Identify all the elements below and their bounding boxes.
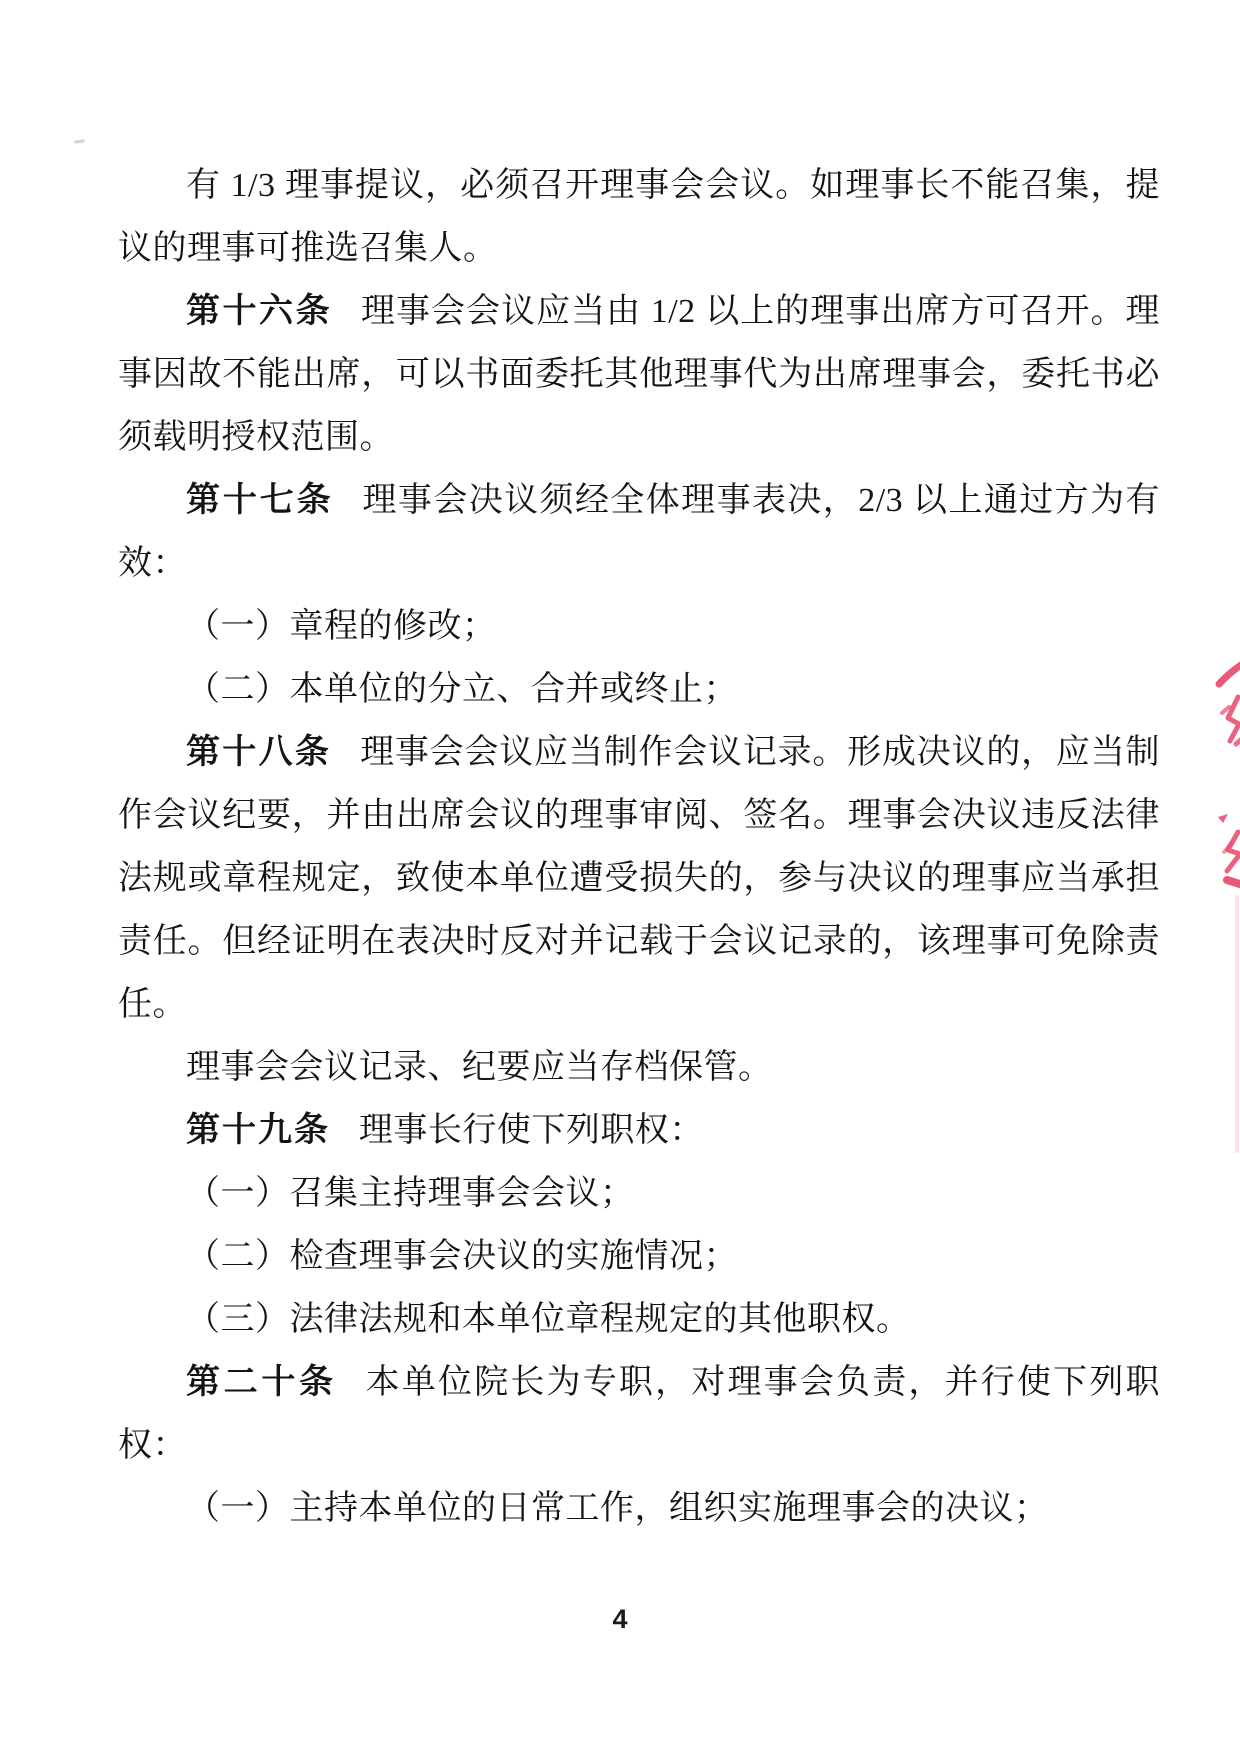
article-number: 第十九条	[186, 1112, 330, 1149]
line-text: 权：	[118, 1427, 187, 1464]
text-line	[118, 1162, 1160, 1225]
line-text: （二）本单位的分立、合并或终止；	[186, 671, 738, 708]
line-text: 法规或章程规定，致使本单位遭受损失的，参与决议的理事应当承担	[118, 860, 1160, 897]
text-line	[118, 1477, 1160, 1540]
text-line	[118, 217, 1160, 280]
line-text: 议的理事可推选召集人。	[118, 230, 498, 267]
article-number: 第十六条	[186, 293, 333, 330]
text-line	[118, 1225, 1160, 1288]
line-text: （一）章程的修改；	[186, 608, 497, 645]
text-line	[118, 532, 1160, 595]
line-text: 事因故不能出席，可以书面委托其他理事代为出席理事会，委托书必	[118, 356, 1160, 393]
text-line	[118, 1414, 1160, 1477]
article-number: 第十七条	[186, 482, 334, 519]
text-line	[118, 910, 1160, 973]
line-text: （一）主持本单位的日常工作，组织实施理事会的决议；	[186, 1490, 1049, 1527]
text-line	[118, 658, 1160, 721]
line-text: 有 1/3 理事提议，必须召开理事会会议。如理事长不能召集，提	[186, 167, 1160, 204]
line-text: （一）召集主持理事会会议；	[186, 1175, 635, 1212]
text-line	[118, 1036, 1160, 1099]
text-line-article	[118, 469, 1160, 532]
document-body	[118, 154, 1160, 1540]
text-line	[118, 973, 1160, 1036]
line-text: 任。	[118, 986, 187, 1023]
text-line-article	[118, 1099, 1160, 1162]
text-line	[118, 343, 1160, 406]
line-text: 理事会决议须经全体理事表决，2/3 以上通过方为有	[362, 482, 1160, 519]
line-text: （三）法律法规和本单位章程规定的其他职权。	[186, 1301, 911, 1338]
line-text: 须载明授权范围。	[118, 419, 394, 456]
page-number: 4	[612, 1604, 628, 1634]
line-text: （二）检查理事会决议的实施情况；	[186, 1238, 738, 1275]
red-ink-mark-top	[1219, 665, 1240, 744]
text-line	[118, 847, 1160, 910]
text-line	[118, 406, 1160, 469]
text-line-article	[118, 1351, 1160, 1414]
red-ink-mark-bottom	[1218, 814, 1240, 885]
text-line-article	[118, 280, 1160, 343]
red-ink-smear	[1235, 895, 1239, 1153]
text-line-article	[118, 721, 1160, 784]
line-text: 本单位院长为专职，对理事会负责，并行使下列职	[365, 1364, 1161, 1401]
line-text: 作会议纪要，并由出席会议的理事审阅、签名。理事会决议违反法律	[118, 797, 1160, 834]
text-line	[118, 1288, 1160, 1351]
line-text: 效：	[118, 545, 187, 582]
line-text: 理事长行使下列职权：	[358, 1112, 704, 1149]
line-text: 理事会会议应当由 1/2 以上的理事出席方可召开。理	[361, 293, 1160, 330]
line-text: 理事会会议应当制作会议记录。形成决议的，应当制	[360, 734, 1160, 771]
text-line	[118, 784, 1160, 847]
article-number: 第十八条	[186, 734, 332, 771]
line-text: 责任。但经证明在表决时反对并记载于会议记录的，该理事可免除责	[118, 923, 1160, 960]
line-text: 理事会会议记录、纪要应当存档保管。	[186, 1049, 773, 1086]
text-line	[118, 154, 1160, 217]
scan-artifact-dash	[74, 139, 85, 143]
article-number: 第二十条	[186, 1364, 337, 1401]
text-line	[118, 595, 1160, 658]
